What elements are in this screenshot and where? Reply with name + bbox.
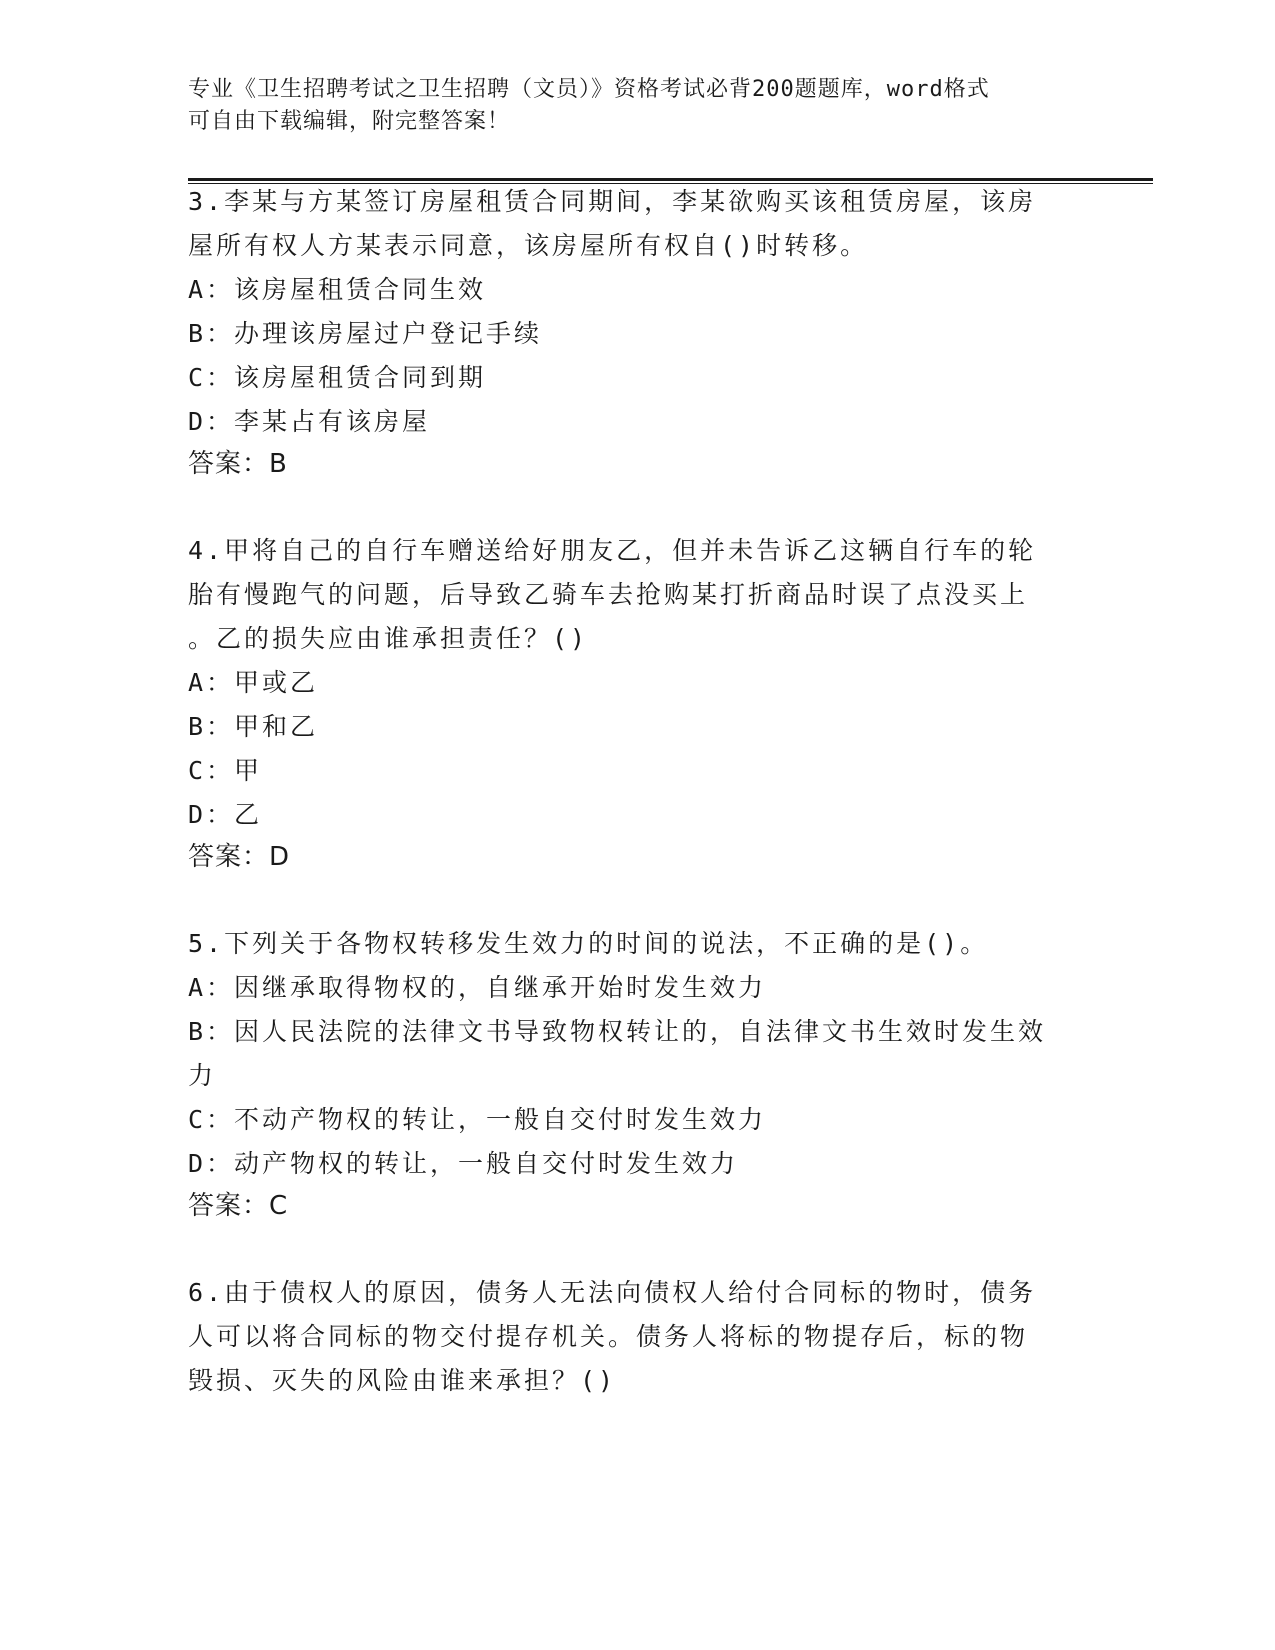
question-4-option-d: D：乙 (188, 800, 263, 829)
question-3-stem-line-2: 屋所有权人方某表示同意，该房屋所有权自()时转移。 (188, 231, 869, 260)
question-5-stem-line-1: 5.下列关于各物权转移发生效力的时间的说法，不正确的是()。 (188, 929, 989, 958)
header-title-line-1: 专业《卫生招聘考试之卫生招聘（文员）》资格考试必背200题题库，word格式 (188, 77, 990, 102)
question-6-stem-line-2: 人可以将合同标的物交付提存机关。债务人将标的物提存后，标的物 (188, 1322, 1029, 1351)
question-4-stem-line-3: 。乙的损失应由谁承担责任？() (188, 624, 589, 653)
header-rule-thin (188, 183, 1153, 184)
question-3-answer: 答案：B (188, 449, 288, 479)
question-3-option-c: C：该房屋租赁合同到期 (188, 363, 487, 392)
question-3-stem-line-1: 3.李某与方某签订房屋租赁合同期间，李某欲购买该租赁房屋，该房 (188, 187, 1037, 216)
question-3-option-a: A：该房屋租赁合同生效 (188, 275, 487, 304)
question-4-option-a: A：甲或乙 (188, 668, 319, 697)
question-5-option-a: A：因继承取得物权的，自继承开始时发生效力 (188, 973, 767, 1002)
question-6-stem-line-3: 毁损、灭失的风险由谁来承担？() (188, 1366, 617, 1395)
question-5-option-d: D：动产物权的转让，一般自交付时发生效力 (188, 1149, 739, 1178)
question-6-stem-line-1: 6.由于债权人的原因，债务人无法向债权人给付合同标的物时，债务 (188, 1278, 1037, 1307)
question-5-answer: 答案：C (188, 1191, 289, 1221)
question-4-option-c: C：甲 (188, 756, 263, 785)
question-4-option-b: B：甲和乙 (188, 712, 319, 741)
question-3-option-d: D：李某占有该房屋 (188, 407, 431, 436)
header-rule-thick (188, 178, 1153, 181)
document-header (188, 74, 1088, 138)
question-4-answer: 答案：D (188, 842, 291, 872)
question-5-option-b-line-1: B：因人民法院的法律文书导致物权转让的，自法律文书生效时发生效 (188, 1017, 1047, 1046)
question-5-option-b-line-2: 力 (188, 1061, 217, 1090)
question-5-option-c: C：不动产物权的转让，一般自交付时发生效力 (188, 1105, 767, 1134)
header-title-line-2: 可自由下载编辑，附完整答案！ (188, 109, 511, 134)
question-3-option-b: B：办理该房屋过户登记手续 (188, 319, 543, 348)
question-4-stem-line-2: 胎有慢跑气的问题，后导致乙骑车去抢购某打折商品时误了点没买上 (188, 580, 1029, 609)
question-4-stem-line-1: 4.甲将自己的自行车赠送给好朋友乙，但并未告诉乙这辆自行车的轮 (188, 536, 1037, 565)
